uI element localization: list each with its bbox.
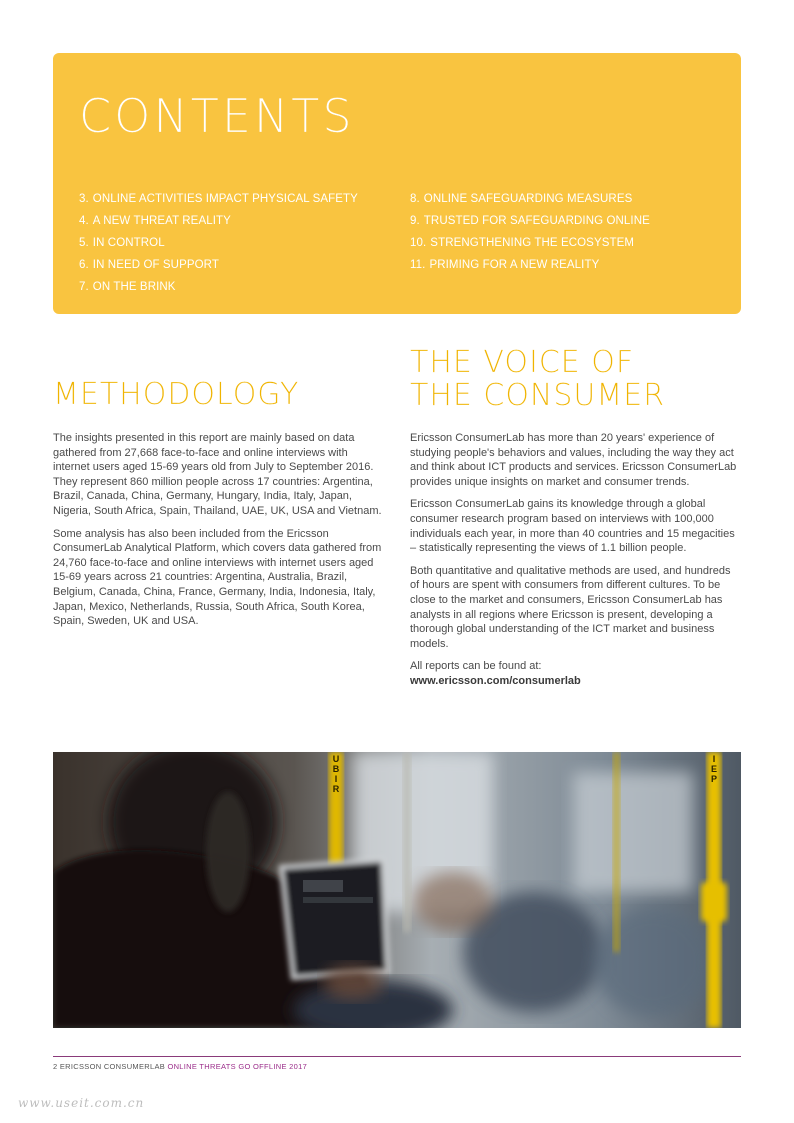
toc-item[interactable] — [79, 276, 358, 298]
pole-letter: B — [332, 764, 340, 774]
toc-item-number: 4. — [79, 215, 89, 227]
toc-item-label: TRUSTED FOR SAFEGUARDING ONLINE — [423, 215, 650, 227]
methodology-heading: METHODOLOGY — [53, 377, 300, 412]
toc-item[interactable] — [79, 188, 358, 210]
footer-report-title: ONLINE THREATS GO OFFLINE 2017 — [167, 1062, 308, 1071]
toc-item-label: IN NEED OF SUPPORT — [92, 259, 219, 271]
toc-item[interactable] — [79, 232, 358, 254]
pole-letter: R — [332, 784, 340, 794]
toc-item-number: 8. — [410, 193, 420, 205]
toc-item[interactable] — [410, 188, 650, 210]
toc-item-label: STRENGTHENING THE ECOSYSTEM — [430, 237, 635, 249]
reports-paragraph — [410, 659, 740, 688]
toc-item-label: ONLINE ACTIVITIES IMPACT PHYSICAL SAFETY — [92, 193, 358, 205]
pole-letter: I — [712, 754, 716, 764]
toc-item-number: 9. — [410, 215, 420, 227]
voice-heading-line2: THE CONSUMER — [410, 378, 666, 413]
toc-item-number: 11. — [410, 259, 426, 271]
voice-paragraph: Ericsson ConsumerLab has more than 20 years' experience of studying people's behaviors and values, including the way they act and think about ICT products and services. Ericsson ConsumerLab provides unique insights on market and consumer trends. — [410, 432, 737, 488]
methodology-paragraph: Some analysis has also been included from the Ericsson ConsumerLab Analytical Platform, which covers data gathered from 24,760 face-to-face and online interviews with internet users aged 15-69 years across 21 countries: Argentina, Australia, Brazil, Belgium, Canada, China, France, Germany, India, Indonesia, Italy, Japan, Mexico, Netherlands, Russia, South Africa, South Korea, Spain, Sweden, UK and USA. — [53, 527, 382, 628]
voice-body — [410, 431, 740, 697]
pole-letter: E — [710, 764, 718, 774]
voice-paragraph: Both quantitative and qualitative methods are used, and hundreds of hours are spent with consumers from different cultures. To be close to the market and consumers, Ericsson ConsumerLab has analysts in all regions where Ericsson is present, developing a thorough global understanding of the ICT market and business models. — [410, 564, 731, 650]
toc-left-column — [79, 188, 358, 298]
bus-passenger-photo — [53, 752, 741, 1028]
methodology-paragraph: The insights presented in this report are mainly based on data gathered from 27,668 face-to-face and online interviews with internet users aged 15-69 years old from July to September 2016. They represent 860 million people across 17 countries: Argentina, Brazil, Canada, China, Germany, Hungary, India, Italy, Japan, Nigeria, South Africa, Spain, Thailand, UAE, UK, USA and Vietnam. — [53, 432, 382, 517]
watermark: www.useit.com.cn — [18, 1096, 145, 1110]
toc-item-number: 7. — [79, 281, 89, 293]
toc-item[interactable] — [410, 210, 650, 232]
toc-item-number: 6. — [79, 259, 89, 271]
contents-title: CONTENTS — [79, 89, 355, 143]
photo-illustration — [53, 752, 741, 1028]
toc-item[interactable] — [79, 254, 358, 276]
reports-label: All reports can be found at: — [410, 660, 542, 673]
pole-letter: P — [710, 774, 718, 784]
toc-item-number: 3. — [79, 193, 89, 205]
page-number: 2 — [53, 1062, 58, 1071]
toc-item-label: IN CONTROL — [92, 237, 165, 249]
toc-item[interactable] — [410, 254, 650, 276]
contents-panel — [53, 53, 741, 314]
toc-right-column — [410, 188, 650, 276]
consumerlab-link[interactable]: www.ericsson.com/consumerlab — [410, 674, 581, 687]
methodology-body — [53, 431, 383, 637]
voice-heading-line1: THE VOICE OF — [410, 345, 635, 380]
page-footer — [53, 1062, 307, 1071]
toc-item-number: 10. — [410, 237, 427, 249]
toc-item-label: A NEW THREAT REALITY — [92, 215, 231, 227]
voice-paragraph: Ericsson ConsumerLab gains its knowledge through a global consumer research program based on interviews with 100,000 individuals each year, in more than 40 countries and 15 megacities – statistically representing the views of 1.1 billion people. — [410, 498, 735, 555]
voice-of-consumer-heading — [410, 346, 665, 412]
toc-item[interactable] — [410, 232, 650, 254]
toc-item-label: ONLINE SAFEGUARDING MEASURES — [423, 193, 633, 205]
pole-letter: U — [332, 754, 340, 764]
toc-item-label: ON THE BRINK — [92, 281, 176, 293]
pole-letter: I — [334, 774, 338, 784]
toc-item[interactable] — [79, 210, 358, 232]
footer-divider — [53, 1056, 741, 1057]
toc-item-number: 5. — [79, 237, 89, 249]
toc-item-label: PRIMING FOR A NEW REALITY — [429, 259, 600, 271]
footer-brand: ERICSSON CONSUMERLAB — [59, 1062, 166, 1071]
